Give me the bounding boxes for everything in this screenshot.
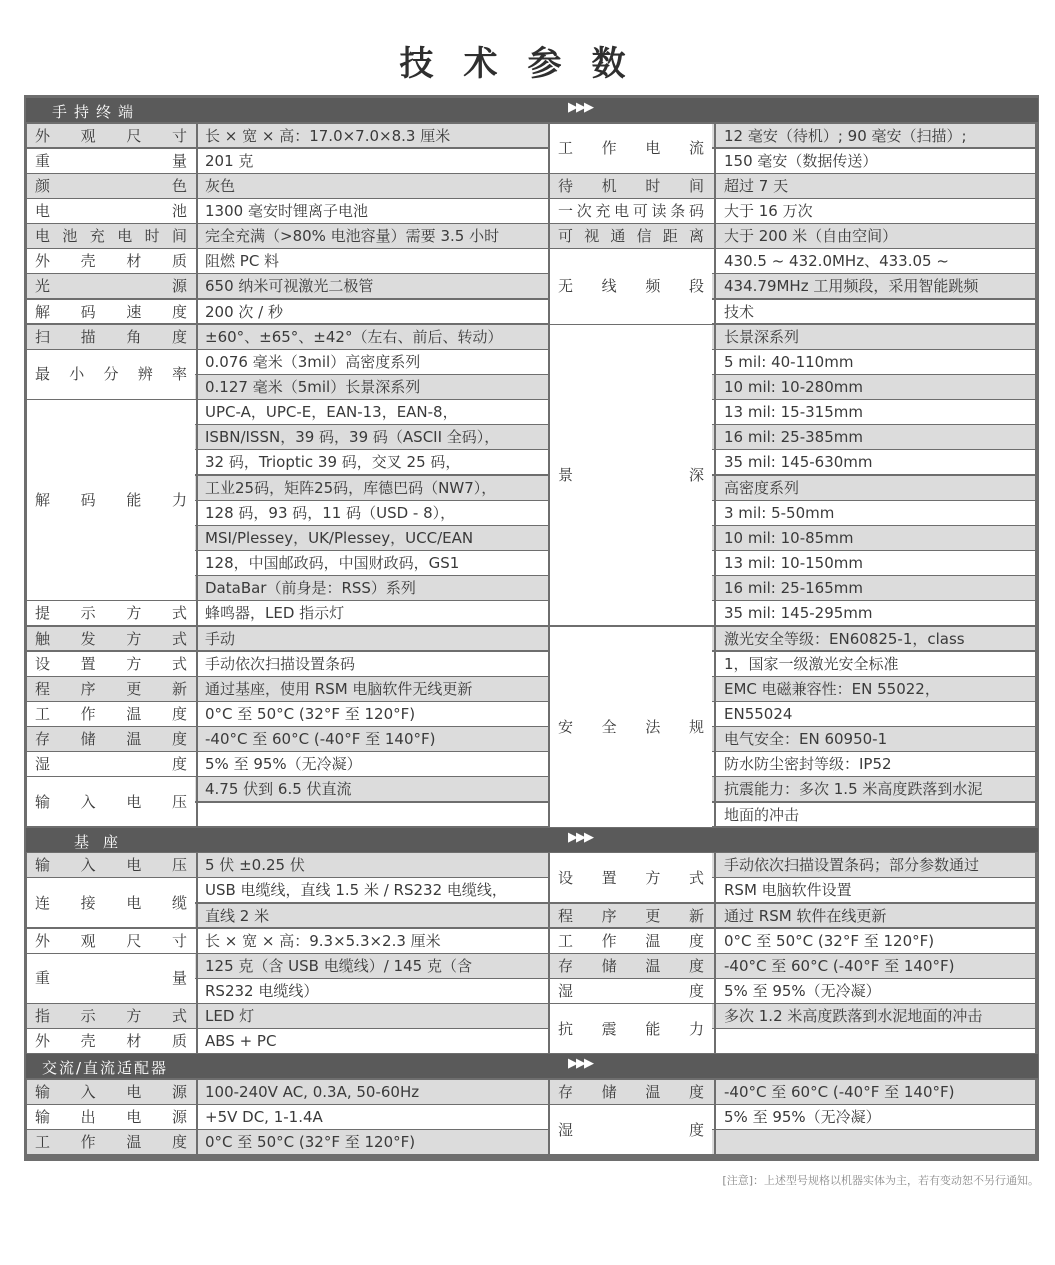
spec-value: 1300 毫安时锂离子电池 — [205, 201, 368, 220]
column-divider — [714, 124, 716, 827]
spec-value: 650 纳米可视激光二极管 — [205, 277, 374, 296]
spec-value: 430.5 ~ 432.0MHz、433.05 ~ — [724, 252, 949, 271]
spec-value: 4.75 伏到 6.5 伏直流 — [205, 780, 352, 799]
spec-label: 存储温度 — [558, 1082, 704, 1101]
spec-label: 程序更新 — [35, 679, 187, 698]
spec-value: 直线 2 米 — [205, 906, 270, 925]
spec-value: 201 克 — [205, 151, 254, 170]
spec-label: 设置方式 — [35, 654, 187, 673]
spec-value: 通过基座，使用 RSM 电脑软件无线更新 — [205, 679, 473, 698]
spec-value: 1，国家一级激光安全标准 — [724, 654, 899, 673]
spec-value: MSI/Plessey，UK/Plessey，UCC/EAN — [205, 528, 474, 547]
spec-value: 长 × 宽 × 高：9.3×5.3×2.3 厘米 — [205, 931, 441, 950]
spec-label: 抗震能力 — [558, 1019, 704, 1038]
spec-value: 5% 至 95%（无冷凝） — [724, 981, 881, 1000]
section-header — [26, 98, 1038, 122]
spec-label: 湿度 — [558, 1120, 704, 1139]
spec-value: 长 × 宽 × 高：17.0×7.0×8.3 厘米 — [205, 126, 451, 145]
spec-value: USB 电缆线，直线 1.5 米 / RS232 电缆线， — [205, 881, 507, 900]
spec-value: 超过 7 天 — [724, 176, 789, 195]
spec-value: 激光安全等级：EN60825-1，class — [724, 629, 965, 648]
spec-value — [205, 803, 545, 827]
spec-value: ISBN/ISSN，39 码，39 码（ASCII 全码）， — [205, 428, 500, 447]
column-divider — [196, 1080, 198, 1154]
spec-value: -40°C 至 60°C (-40°F 至 140°F) — [205, 730, 436, 749]
spec-value: 16 mil: 25-165mm — [724, 579, 863, 598]
spec-label: 光源 — [35, 277, 187, 296]
spec-value: 蜂鸣器，LED 指示灯 — [205, 604, 345, 623]
column-divider — [548, 1080, 550, 1154]
spec-label: 输入电压 — [35, 792, 187, 811]
spec-label: 指示方式 — [35, 1007, 187, 1026]
spec-label: 扫描角度 — [35, 327, 187, 346]
spec-value: 0°C 至 50°C (32°F 至 120°F) — [205, 704, 416, 723]
page-title: 技术参数 — [399, 44, 656, 84]
spec-value: 灰色 — [205, 176, 236, 195]
spec-label: 待机时间 — [558, 176, 704, 195]
spec-value: 10 mil: 10-85mm — [724, 528, 854, 547]
spec-value: 10 mil: 10-280mm — [724, 378, 863, 396]
spec-value: 128，中国邮政码，中国财政码，GS1 — [205, 554, 460, 573]
spec-label: 设置方式 — [558, 868, 704, 887]
spec-value: 工业25码，矩阵25码，库德巴码（NW7）， — [205, 478, 497, 497]
column-divider — [196, 853, 198, 1053]
spec-value: RSM 电脑软件设置 — [724, 881, 852, 900]
spec-value: +5V DC, 1-1.4A — [205, 1108, 323, 1127]
spec-label: 工作电流 — [558, 139, 704, 158]
spec-label: 解码能力 — [35, 491, 187, 510]
section-header — [26, 1054, 1038, 1078]
spec-value: 技术 — [724, 302, 755, 321]
spec-label: 一次充电可读条码 — [558, 201, 704, 220]
spec-value: 多次 1.2 米高度跌落到水泥地面的冲击 — [724, 1007, 983, 1026]
spec-value: 434.79MHz 工用频段，采用智能跳频 — [724, 277, 979, 296]
spec-value: UPC-A，UPC-E，EAN-13，EAN-8， — [205, 403, 458, 422]
spec-value: 阻燃 PC 料 — [205, 252, 280, 271]
spec-value: 16 mil: 25-385mm — [724, 428, 863, 447]
spec-value: EMC 电磁兼容性：EN 55022， — [724, 679, 940, 698]
spec-label: 存储温度 — [558, 956, 704, 975]
spec-value: 100-240V AC, 0.3A, 50-60Hz — [205, 1082, 420, 1101]
spec-label: 存储温度 — [35, 730, 187, 749]
arrow-icon: ▶▶▶ — [568, 829, 592, 845]
spec-value: 5 mil: 40-110mm — [724, 352, 854, 371]
spec-value: 12 毫安（待机）; 90 毫安（扫描）; — [724, 126, 967, 145]
spec-value: 35 mil: 145-295mm — [724, 604, 873, 623]
spec-value: 高密度系列 — [724, 478, 800, 497]
column-divider — [714, 1080, 716, 1154]
spec-value: 电气安全：EN 60950-1 — [724, 730, 888, 749]
spec-label: 程序更新 — [558, 906, 704, 925]
spec-value: 128 码，93 码，11 码（USD - 8）， — [205, 503, 456, 522]
spec-label: 外观尺寸 — [35, 931, 187, 950]
spec-value: ABS + PC — [205, 1032, 277, 1051]
spec-label: 工作温度 — [558, 931, 704, 950]
spec-label: 颜色 — [35, 176, 187, 195]
column-divider — [548, 124, 550, 827]
spec-value: 0°C 至 50°C (32°F 至 120°F) — [205, 1133, 416, 1152]
footnote: [注意]：上述型号规格以机器实体为主，若有变动恕不另行通知。 — [722, 1174, 1039, 1187]
spec-value: 抗震能力：多次 1.5 米高度跌落到水泥 — [724, 780, 983, 799]
spec-value: 手动依次扫描设置条码；部分参数通过 — [724, 856, 980, 875]
spec-value — [724, 1130, 1033, 1154]
spec-value: 125 克（含 USB 电缆线）/ 145 克（含 — [205, 956, 472, 975]
spec-label: 输入电源 — [35, 1082, 187, 1101]
spec-label: 最小分辨率 — [35, 365, 187, 384]
spec-label: 电池 — [35, 201, 187, 220]
spec-value — [724, 1029, 1033, 1053]
spec-value: ±60°、±65°、±42°（左右、前后、转动） — [205, 327, 503, 346]
arrow-icon: ▶▶▶ — [568, 100, 592, 115]
spec-label: 可视通信距离 — [558, 227, 704, 246]
spec-value: 0.076 毫米（3mil）高密度系列 — [205, 352, 421, 371]
spec-value: 150 毫安（数据传送） — [724, 151, 878, 170]
spec-value: 5% 至 95%（无冷凝） — [724, 1108, 881, 1127]
section-title: 交流/直流适配器 — [42, 1059, 169, 1078]
column-divider — [714, 853, 716, 1053]
spec-label: 触发方式 — [35, 629, 187, 648]
spec-value: 13 mil: 10-150mm — [724, 554, 863, 573]
spec-label: 输入电压 — [35, 856, 187, 875]
section-header — [26, 828, 1038, 852]
spec-value: 地面的冲击 — [724, 805, 800, 824]
spec-value: 3 mil: 5-50mm — [724, 503, 835, 522]
spec-label: 重量 — [35, 151, 187, 170]
spec-value: 5% 至 95%（无冷凝） — [205, 755, 362, 774]
spec-value: DataBar（前身是：RSS）系列 — [205, 579, 416, 598]
spec-value: -40°C 至 60°C (-40°F 至 140°F) — [724, 1082, 955, 1101]
spec-value: 200 次 / 秒 — [205, 302, 283, 321]
spec-value: 长景深系列 — [724, 327, 800, 346]
spec-label: 安全法规 — [558, 717, 704, 736]
spec-label: 连接电缆 — [35, 893, 187, 912]
spec-value: EN55024 — [724, 704, 793, 723]
spec-value: 0.127 毫米（5mil）长景深系列 — [205, 378, 421, 396]
spec-value: 大于 16 万次 — [724, 201, 813, 220]
spec-value: 大于 200 米（自由空间） — [724, 227, 898, 246]
spec-value: 手动 — [205, 629, 236, 648]
spec-label: 外壳材质 — [35, 1032, 187, 1051]
arrow-icon: ▶▶▶ — [568, 1056, 592, 1072]
spec-label: 无线频段 — [558, 277, 704, 296]
spec-label: 重量 — [35, 969, 187, 988]
spec-value: 13 mil: 15-315mm — [724, 403, 863, 422]
spec-label: 输出电源 — [35, 1108, 187, 1127]
spec-value: 32 码，Trioptic 39 码，交叉 25 码， — [205, 453, 461, 472]
spec-value: 手动依次扫描设置条码 — [205, 654, 356, 673]
column-divider — [548, 853, 550, 1053]
spec-value: -40°C 至 60°C (-40°F 至 140°F) — [724, 956, 955, 975]
spec-value: 35 mil: 145-630mm — [724, 453, 873, 472]
spec-value: 完全充满（>80% 电池容量）需要 3.5 小时 — [205, 227, 500, 246]
spec-value: 5 伏 ±0.25 伏 — [205, 856, 305, 875]
column-divider — [196, 124, 198, 827]
spec-label: 湿度 — [558, 981, 704, 1000]
spec-value: RS232 电缆线） — [205, 981, 319, 1000]
section-title: 手持终端 — [52, 103, 141, 121]
spec-label: 工作温度 — [35, 1133, 187, 1152]
spec-label: 外壳材质 — [35, 252, 187, 271]
spec-label: 外观尺寸 — [35, 126, 187, 145]
spec-value: 防水防尘密封等级：IP52 — [724, 755, 892, 774]
spec-label: 提示方式 — [35, 604, 187, 623]
spec-value: 0°C 至 50°C (32°F 至 120°F) — [724, 931, 935, 950]
spec-label: 湿度 — [35, 755, 187, 774]
spec-value: LED 灯 — [205, 1007, 255, 1026]
spec-value: 通过 RSM 软件在线更新 — [724, 906, 887, 925]
spec-label: 工作温度 — [35, 704, 187, 723]
spec-label: 解码速度 — [35, 302, 187, 321]
spec-label: 电池充电时间 — [35, 227, 187, 246]
spec-label: 景深 — [558, 466, 704, 484]
section-title: 基座 — [74, 832, 133, 851]
